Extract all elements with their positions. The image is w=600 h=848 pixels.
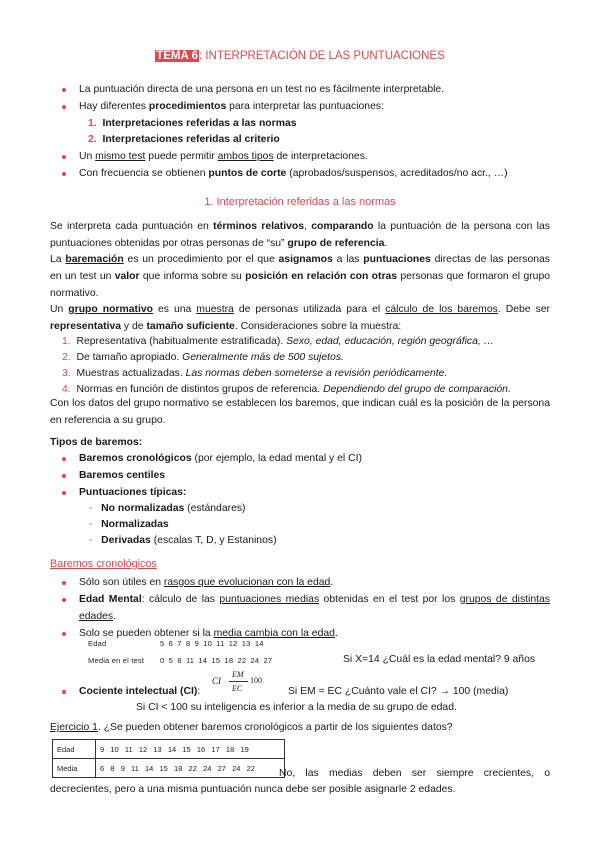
bullet-dot bbox=[62, 155, 66, 159]
bullet-dot bbox=[62, 491, 66, 495]
tipos-item-tipicas: Puntuaciones típicas: bbox=[79, 487, 187, 498]
fraction-bar bbox=[229, 681, 248, 682]
bullet-dot bbox=[62, 457, 66, 461]
sample-item-3: 3. Muestras actualizadas. Las normas deben someterse a revisión periódicamente. bbox=[62, 368, 448, 379]
bullet-dot bbox=[62, 632, 66, 636]
paragraph-baremacion: La baremación es un procedimiento por el que asignamos a las puntuaciones directas de las personas en un test un valor que informa sobre su posición en relación con otras personas que formaron el grupo normativo. bbox=[50, 254, 551, 299]
ejercicio-answer-line-2: decrecientes, pero a una misma puntuación nunca debe ser posible asignarle 2 edades. bbox=[50, 784, 456, 795]
intro-numbered-2: 2. Interpretaciones referidas al criterio bbox=[88, 134, 280, 145]
tipos-item-centiles: Baremos centiles bbox=[79, 470, 166, 481]
question-ci-valor: Si EM = EC ¿Cuánto vale el CI? → 100 (media) bbox=[288, 686, 509, 697]
bullet-dot bbox=[62, 690, 66, 694]
sample-item-4: 4. Normas en función de distintos grupos de referencia. Dependiendo del grupo de comparación. bbox=[62, 384, 511, 395]
table-cell: 6 8 9 11 14 15 18 22 24 27 24 22 bbox=[96, 759, 285, 778]
table-row bbox=[53, 740, 285, 759]
tipicas-sub-3: - Derivadas (escalas T, D, y Estaninos) bbox=[89, 535, 277, 546]
table-cell: 9 10 11 12 13 14 15 16 17 18 19 bbox=[96, 740, 285, 759]
table-cell: Media bbox=[53, 759, 96, 778]
question-edad-mental: Si X=14 ¿Cuál es la edad mental? 9 años bbox=[343, 654, 536, 665]
media-row-values: 0 5 8 11 14 15 18 22 24 27 bbox=[160, 656, 273, 665]
page-title: TEMA 6: INTERPRETACIÓN DE LAS PUNTUACIONES bbox=[156, 50, 445, 62]
media-row-label: Media en el test bbox=[88, 656, 145, 665]
edad-row-label: Edad bbox=[88, 639, 107, 648]
ejercicio-table bbox=[52, 739, 285, 778]
intro-numbered-1: 1. Interpretaciones referidas a las normas bbox=[88, 118, 297, 129]
intro-bullet-4: Con frecuencia se obtienen puntos de corte (aprobados/suspensos, acreditados/no acr., …) bbox=[79, 168, 508, 179]
crono-bullet-3: Solo se pueden obtener si la media cambia con la edad. bbox=[79, 628, 338, 639]
ejercicio-question: Ejercicio 1. ¿Se pueden obtener baremos cronológicos a partir de los siguientes datos? bbox=[50, 722, 453, 733]
tipos-heading: Tipos de baremos: bbox=[50, 437, 143, 448]
crono-bullet-edad-mental: Edad Mental: cálculo de las puntuaciones medias obtenidas en el test por los grupos de distintas edades. bbox=[79, 594, 550, 622]
ci-formula: CI EM EC 100 bbox=[212, 670, 262, 693]
paragraph-baremos: Con los datos del grupo normativo se establecen los baremos, que indican cuál es la posición de la persona en referencia a su grupo. bbox=[50, 398, 550, 426]
edad-row-values: 5 6 7 8 9 10 11 12 13 14 bbox=[160, 639, 264, 648]
bullet-dot bbox=[62, 581, 66, 585]
cronologicos-heading: Baremos cronológicos bbox=[50, 558, 157, 570]
bullet-dot bbox=[62, 598, 66, 602]
bullet-dot bbox=[62, 172, 66, 176]
table-row bbox=[53, 759, 285, 778]
tipicas-sub-1: - No normalizadas (estándares) bbox=[89, 503, 246, 514]
intro-bullet-1: La puntuación directa de una persona en un test no es fácilmente interpretable. bbox=[79, 84, 445, 95]
note-ci-inferior: Si CI < 100 su inteligencia es inferior a la media de su grupo de edad. bbox=[136, 702, 457, 713]
crono-bullet-ci: Cociente intelectual (CI): bbox=[79, 686, 201, 697]
paragraph-grupo-normativo: Un grupo normativo es una muestra de personas utilizada para el cálculo de los baremos. Debe ser representativa y de tamaño suficiente. Consideraciones sobre la muestra: bbox=[50, 304, 550, 332]
paragraph-terminos: Se interpreta cada puntuación en términos relativos, comparando la puntuación de la persona con las puntuaciones obtenidas por otras personas de “su” grupo de referencia. bbox=[50, 221, 550, 249]
bullet-dot bbox=[62, 88, 66, 92]
table-cell: Edad bbox=[53, 740, 96, 759]
sample-item-1: 1. Representativa (habitualmente estratificada). Sexo, edad, educación, región geográfica, … bbox=[62, 336, 495, 347]
intro-bullet-2: Hay diferentes procedimientos para interpretar las puntuaciones: bbox=[79, 101, 384, 112]
bullet-dot bbox=[62, 474, 66, 478]
section-heading-normas: 1. Interpretación referidas a las normas bbox=[204, 196, 396, 208]
sample-item-2: 2. De tamaño apropiado. Generalmente más de 500 sujetos. bbox=[62, 352, 344, 363]
bullet-dot bbox=[62, 105, 66, 109]
intro-bullet-3: Un mismo test puede permitir ambos tipos de interpretaciones. bbox=[79, 151, 368, 162]
crono-bullet-1: Sólo son útiles en rasgos que evolucionan con la edad. bbox=[79, 577, 334, 588]
ejercicio-answer-line-1: No, las medias deben ser siempre crecientes, o bbox=[279, 768, 550, 779]
tipos-item-cronologicos: Baremos cronológicos (por ejemplo, la edad mental y el CI) bbox=[79, 453, 362, 464]
tipicas-sub-2: - Normalizadas bbox=[89, 519, 169, 530]
